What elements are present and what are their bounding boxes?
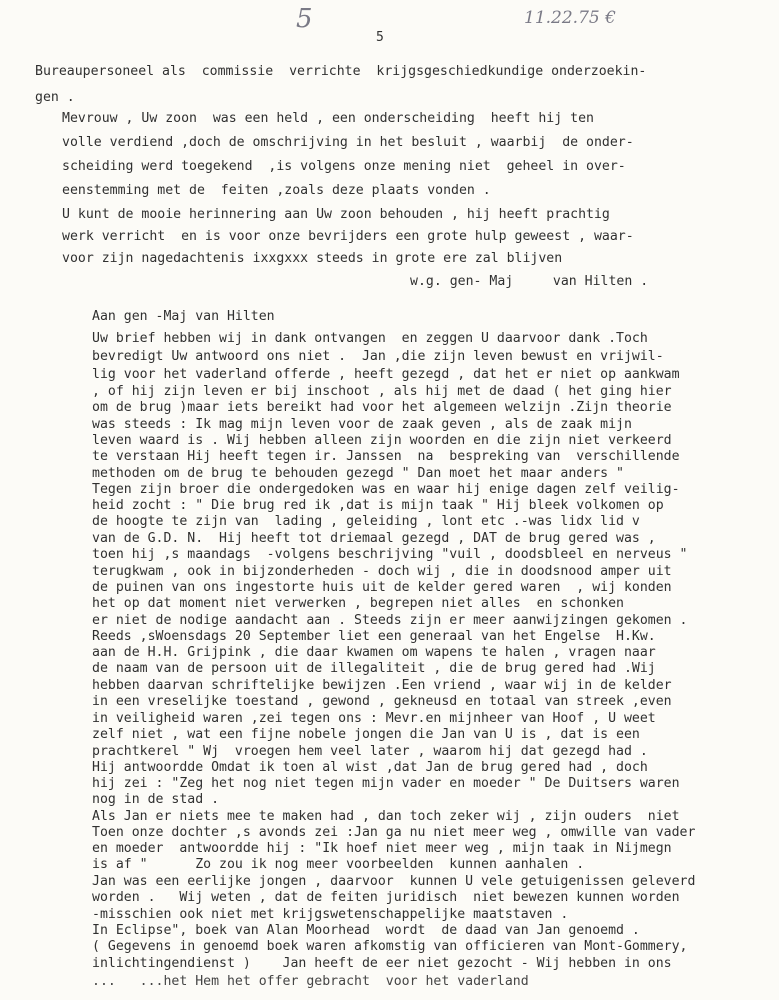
text-line: nog in de stad . (92, 792, 220, 807)
text-line: in veiligheid waren ,zei tegen ons : Mevr.en mijnheer van Hoof , U weet (92, 711, 656, 726)
text-line: -misschien ook niet met krijgswetenschappelijke maatstaven . (92, 907, 569, 922)
text-line: volle verdiend ,doch de omschrijving in het besluit , waarbij de onder- (62, 135, 634, 150)
text-line: Als Jan er niets mee te maken had , dan toch zeker wij , zijn ouders niet (92, 809, 680, 824)
text-line: Reeds ,sWoensdags 20 September liet een generaal van het Engelse H.Kw. (92, 629, 656, 644)
text-line: toen hij ,s maandags -volgens beschrijving "vuil , doodsbleel en nerveus " (92, 547, 688, 562)
text-line: terugkwam , ook in bijzonderheden - doch wij , die in doodsnood amper uit (92, 564, 672, 579)
text-line: Jan was een eerlijke jongen , daarvoor kunnen U vele getuigenissen geleverd (92, 874, 696, 889)
typed-page-number: 5 (376, 30, 384, 45)
text-line: Uw brief hebben wij in dank ontvangen en zeggen U daarvoor dank .Toch (92, 331, 648, 346)
text-line: Toen onze dochter ,s avonds zei :Jan ga nu niet meer weg , omwille van vader (92, 825, 696, 840)
text-line: van de G.D. N. Hij heeft tot driemaal gezegd , DAT de brug gered was , (92, 531, 656, 546)
text-line: ( Gegevens in genoemd boek waren afkomstig van officieren van Mont-Gommery, (92, 939, 688, 954)
text-line: worden . Wij weten , dat de feiten juridisch niet bewezen kunnen worden (92, 890, 680, 905)
text-line: Tegen zijn broer die ondergedoken was en waar hij enige dagen zelf veilig- (92, 482, 680, 497)
text-line: , of hij zijn leven er bij inschoot , als hij met de daad ( het ging hier (92, 384, 672, 399)
text-line: de hoogte te zijn van lading , geleiding , lont etc .-was lidx lid v (92, 514, 640, 529)
text-line: U kunt de mooie herinnering aan Uw zoon behouden , hij heeft prachtig (62, 207, 610, 222)
text-line: heid zocht : " Die brug red ik ,dat is mijn taak " Hij bleek volkomen op (92, 498, 664, 513)
text-line: hebben daarvan schriftelijke bewijzen .Een vriend , waar wij in de kelder (92, 678, 672, 693)
text-line: Mevrouw , Uw zoon was een held , een onderscheiding heeft hij ten (62, 111, 594, 126)
text-line: er niet de nodige aandacht aan . Steeds zijn er meer aanwijzingen gekomen . (92, 613, 688, 628)
text-line: om de brug )maar iets bereikt had voor het algemeen welzijn .Zijn theorie (92, 400, 672, 415)
text-line: voor zijn nagedachtenis ixxgxxx steeds in grote ere zal blijven (62, 251, 563, 266)
text-line: methoden om de brug te behouden gezegd " Dan moet het maar anders " (92, 466, 624, 481)
text-line: hij zei : "Zeg het nog niet tegen mijn vader en moeder " De Duitsers waren (92, 776, 680, 791)
text-line: eenstemming met de feiten ,zoals deze plaats vonden . (62, 183, 491, 198)
text-line: gen . (35, 90, 75, 105)
text-line: de naam van de persoon uit de illegaliteit , die de brug gered had .Wij (92, 661, 656, 676)
text-line: is af " Zo zou ik nog meer voorbeelden kunnen aanhalen . (92, 857, 585, 872)
addressee-line: Aan gen -Maj van Hilten (92, 309, 275, 324)
text-line: werk verricht en is voor onze bevrijders een grote hulp geweest , waar- (62, 229, 634, 244)
text-line-partial: ... ...het Hem het offer gebracht voor het vaderland (92, 974, 529, 989)
signature-line: w.g. gen- Maj van Hilten . (410, 274, 649, 289)
text-line: en moeder antwoordde hij : "Ik hoef niet meer weg , mijn taak in Nijmegn (92, 841, 672, 856)
text-line: scheiding werd toegekend ,is volgens onze mening niet geheel in over- (62, 159, 626, 174)
text-line: zelf niet , wat een fijne nobele jongen die Jan van U is , dat is een (92, 727, 640, 742)
handwritten-page-number: 5 (296, 4, 313, 34)
text-line: Bureaupersoneel als commissie verrichte krijgsgeschiedkundige onderzoekin- (35, 64, 647, 79)
text-line: bevredigt Uw antwoord ons niet . Jan ,die zijn leven bewust en vrijwil- (92, 349, 664, 364)
text-line: Hij antwoordde Omdat ik toen al wist ,dat Jan de brug gered had , doch (92, 760, 648, 775)
handwritten-reference-code: 11.22.75 € (524, 8, 616, 28)
text-line: lig voor het vaderland offerde , heeft gezegd , dat het er niet op aankwam (92, 367, 680, 382)
text-line: het op dat moment niet verwerken , begrepen niet alles en schonken (92, 596, 624, 611)
text-line: prachtkerel " Wj vroegen hem veel later , waarom hij dat gezegd had . (92, 744, 648, 759)
text-line: de puinen van ons ingestorte huis uit de kelder gered waren , wij konden (92, 580, 672, 595)
text-line: aan de H.H. Grijpink , die daar kwamen om wapens te halen , vragen naar (92, 645, 656, 660)
text-line: leven waard is . Wij hebben alleen zijn woorden en die zijn niet verkeerd (92, 433, 672, 448)
text-line: in een vreselijke toestand , gewond , gekneusd en totaal van streek ,even (92, 694, 672, 709)
text-line: was steeds : Ik mag mijn leven voor de zaak geven , als de zaak mijn (92, 417, 632, 432)
text-line: inlichtingendienst ) Jan heeft de eer niet gezocht - Wij hebben in ons (92, 956, 672, 971)
text-line: In Eclipse", boek van Alan Moorhead wordt de daad van Jan genoemd . (92, 923, 640, 938)
text-line: te verstaan Hij heeft tegen ir. Janssen na bespreking van verschillende (92, 449, 680, 464)
